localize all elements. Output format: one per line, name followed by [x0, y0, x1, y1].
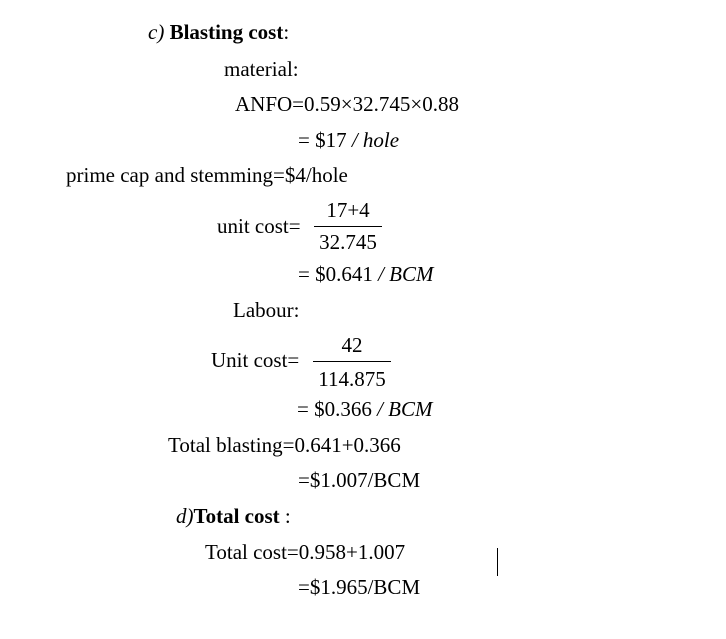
- unit-cost-equals: =: [298, 262, 310, 286]
- total-cost-title: Total cost: [193, 504, 280, 528]
- blasting-cost-title: Blasting cost: [169, 20, 284, 44]
- labour-equals: =: [297, 397, 309, 421]
- unit-cost-value: $0.641: [315, 262, 373, 286]
- unit-cost-unit: / BCM: [378, 262, 434, 286]
- anfo-result: [298, 128, 399, 152]
- anfo-equals: =: [298, 128, 310, 152]
- total-blasting-expression: Total blasting=0.641+0.366: [168, 433, 401, 457]
- text-cursor: [497, 548, 498, 576]
- unit-cost-result: [298, 262, 434, 286]
- prime-cap-stemming: prime cap and stemming=$4/hole: [66, 163, 348, 187]
- anfo-unit: / hole: [351, 128, 400, 152]
- section-c-letter: c): [148, 20, 165, 44]
- unit-cost-label: unit cost=: [217, 214, 301, 238]
- labour-fraction: [313, 333, 391, 393]
- labour-unit-cost-label: Unit cost=: [211, 348, 300, 372]
- unit-cost-fraction: [314, 198, 382, 258]
- labour-unit: / BCM: [377, 397, 433, 421]
- labour-value: $0.366: [314, 397, 372, 421]
- labour-result: [297, 397, 433, 421]
- labour-label: Labour:: [233, 298, 300, 322]
- anfo-expression: ANFO=0.59×32.745×0.88: [235, 92, 459, 116]
- section-d-letter: d): [176, 504, 194, 528]
- section-c-heading: [148, 20, 289, 44]
- anfo-value: $17: [315, 128, 347, 152]
- unit-cost-denominator: 32.745: [319, 230, 377, 254]
- labour-fraction-bar: [313, 361, 391, 362]
- labour-numerator: 42: [341, 333, 363, 357]
- blasting-cost-colon: :: [283, 20, 290, 44]
- material-label: material:: [224, 57, 299, 81]
- total-cost-colon: :: [284, 504, 291, 528]
- section-d-heading: [176, 504, 291, 528]
- unit-cost-fraction-bar: [314, 226, 382, 227]
- total-cost-expression: Total cost=0.958+1.007: [205, 540, 406, 564]
- labour-denominator: 114.875: [318, 367, 386, 391]
- unit-cost-numerator: 17+4: [326, 198, 370, 222]
- total-blasting-result: =$1.007/BCM: [298, 468, 421, 492]
- total-cost-result: =$1.965/BCM: [298, 575, 421, 599]
